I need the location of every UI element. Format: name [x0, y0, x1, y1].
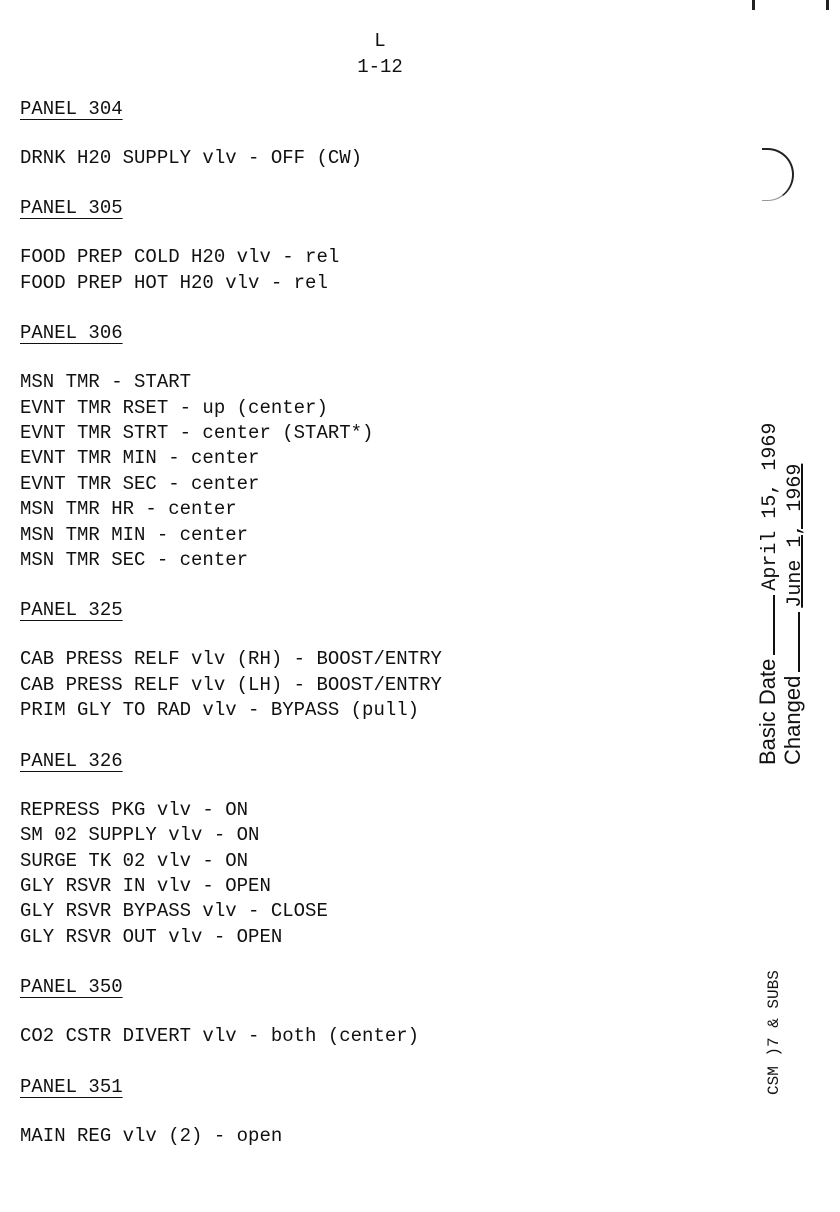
basic-date-label: Basic Date	[755, 658, 780, 765]
list-item: GLY RSVR OUT vlv - OPEN	[20, 925, 283, 948]
list-item: CAB PRESS RELF vlv (RH) - BOOST/ENTRY	[20, 648, 442, 671]
list-item: GLY RSVR BYPASS vlv - CLOSE	[20, 900, 328, 923]
basic-date	[755, 423, 782, 765]
panel-section	[20, 974, 720, 1049]
changed-rule	[798, 612, 800, 672]
list-item: CO2 CSTR DIVERT vlv - both (center)	[20, 1025, 420, 1048]
basic-date-rule	[773, 595, 775, 655]
margin-tick	[752, 0, 755, 10]
page-number: 1-12	[357, 56, 403, 78]
basic-date-value: April 15, 1969	[759, 422, 782, 591]
page-code: L	[374, 30, 386, 52]
panel-section	[20, 597, 720, 723]
list-item: MSN TMR MIN - center	[20, 523, 249, 546]
changed-label: Changed	[780, 675, 805, 765]
panel-title: PANEL 325	[20, 599, 123, 622]
revision-block	[745, 405, 840, 765]
list-item: DRNK H20 SUPPLY vlv - OFF (CW)	[20, 147, 363, 169]
panel-title: PANEL 305	[20, 197, 123, 220]
list-item: SURGE TK 02 vlv - ON	[20, 849, 249, 872]
panel-title: PANEL 350	[20, 976, 123, 999]
csm-label: CSM )7 & SUBS	[765, 970, 783, 1095]
list-item: EVNT TMR MIN - center	[20, 447, 260, 470]
margin-tick	[826, 0, 829, 10]
changed-date	[780, 464, 807, 765]
panel-title: PANEL 351	[20, 1075, 123, 1098]
panel-section	[20, 96, 720, 171]
binder-hole	[762, 148, 794, 201]
list-item: MSN TMR HR - center	[20, 498, 237, 521]
panel-title: PANEL 326	[20, 749, 123, 772]
panel-section	[20, 195, 720, 296]
panel-section	[20, 748, 720, 950]
panel-list	[20, 96, 720, 1149]
list-item: EVNT TMR RSET - up (center)	[20, 396, 328, 419]
list-item: REPRESS PKG vlv - ON	[20, 798, 249, 821]
panel-section	[20, 1074, 720, 1149]
panel-title: PANEL 304	[20, 98, 123, 120]
changed-value: June 1, 1969	[784, 463, 807, 608]
list-item: EVNT TMR SEC - center	[20, 472, 260, 495]
list-item: FOOD PREP HOT H20 vlv - rel	[20, 271, 328, 294]
document-id-block	[765, 925, 825, 1105]
panel-title: PANEL 306	[20, 322, 123, 345]
list-item: GLY RSVR IN vlv - OPEN	[20, 874, 271, 897]
list-item: CAB PRESS RELF vlv (LH) - BOOST/ENTRY	[20, 673, 442, 696]
list-item: SM 02 SUPPLY vlv - ON	[20, 824, 260, 847]
list-item: MAIN REG vlv (2) - open	[20, 1124, 283, 1147]
list-item: MSN TMR - START	[20, 371, 192, 394]
list-item: EVNT TMR STRT - center (START*)	[20, 422, 374, 445]
list-item: MSN TMR SEC - center	[20, 549, 249, 572]
panel-section	[20, 320, 720, 573]
list-item: PRIM GLY TO RAD vlv - BYPASS (pull)	[20, 699, 420, 722]
list-item: FOOD PREP COLD H20 vlv - rel	[20, 246, 340, 269]
